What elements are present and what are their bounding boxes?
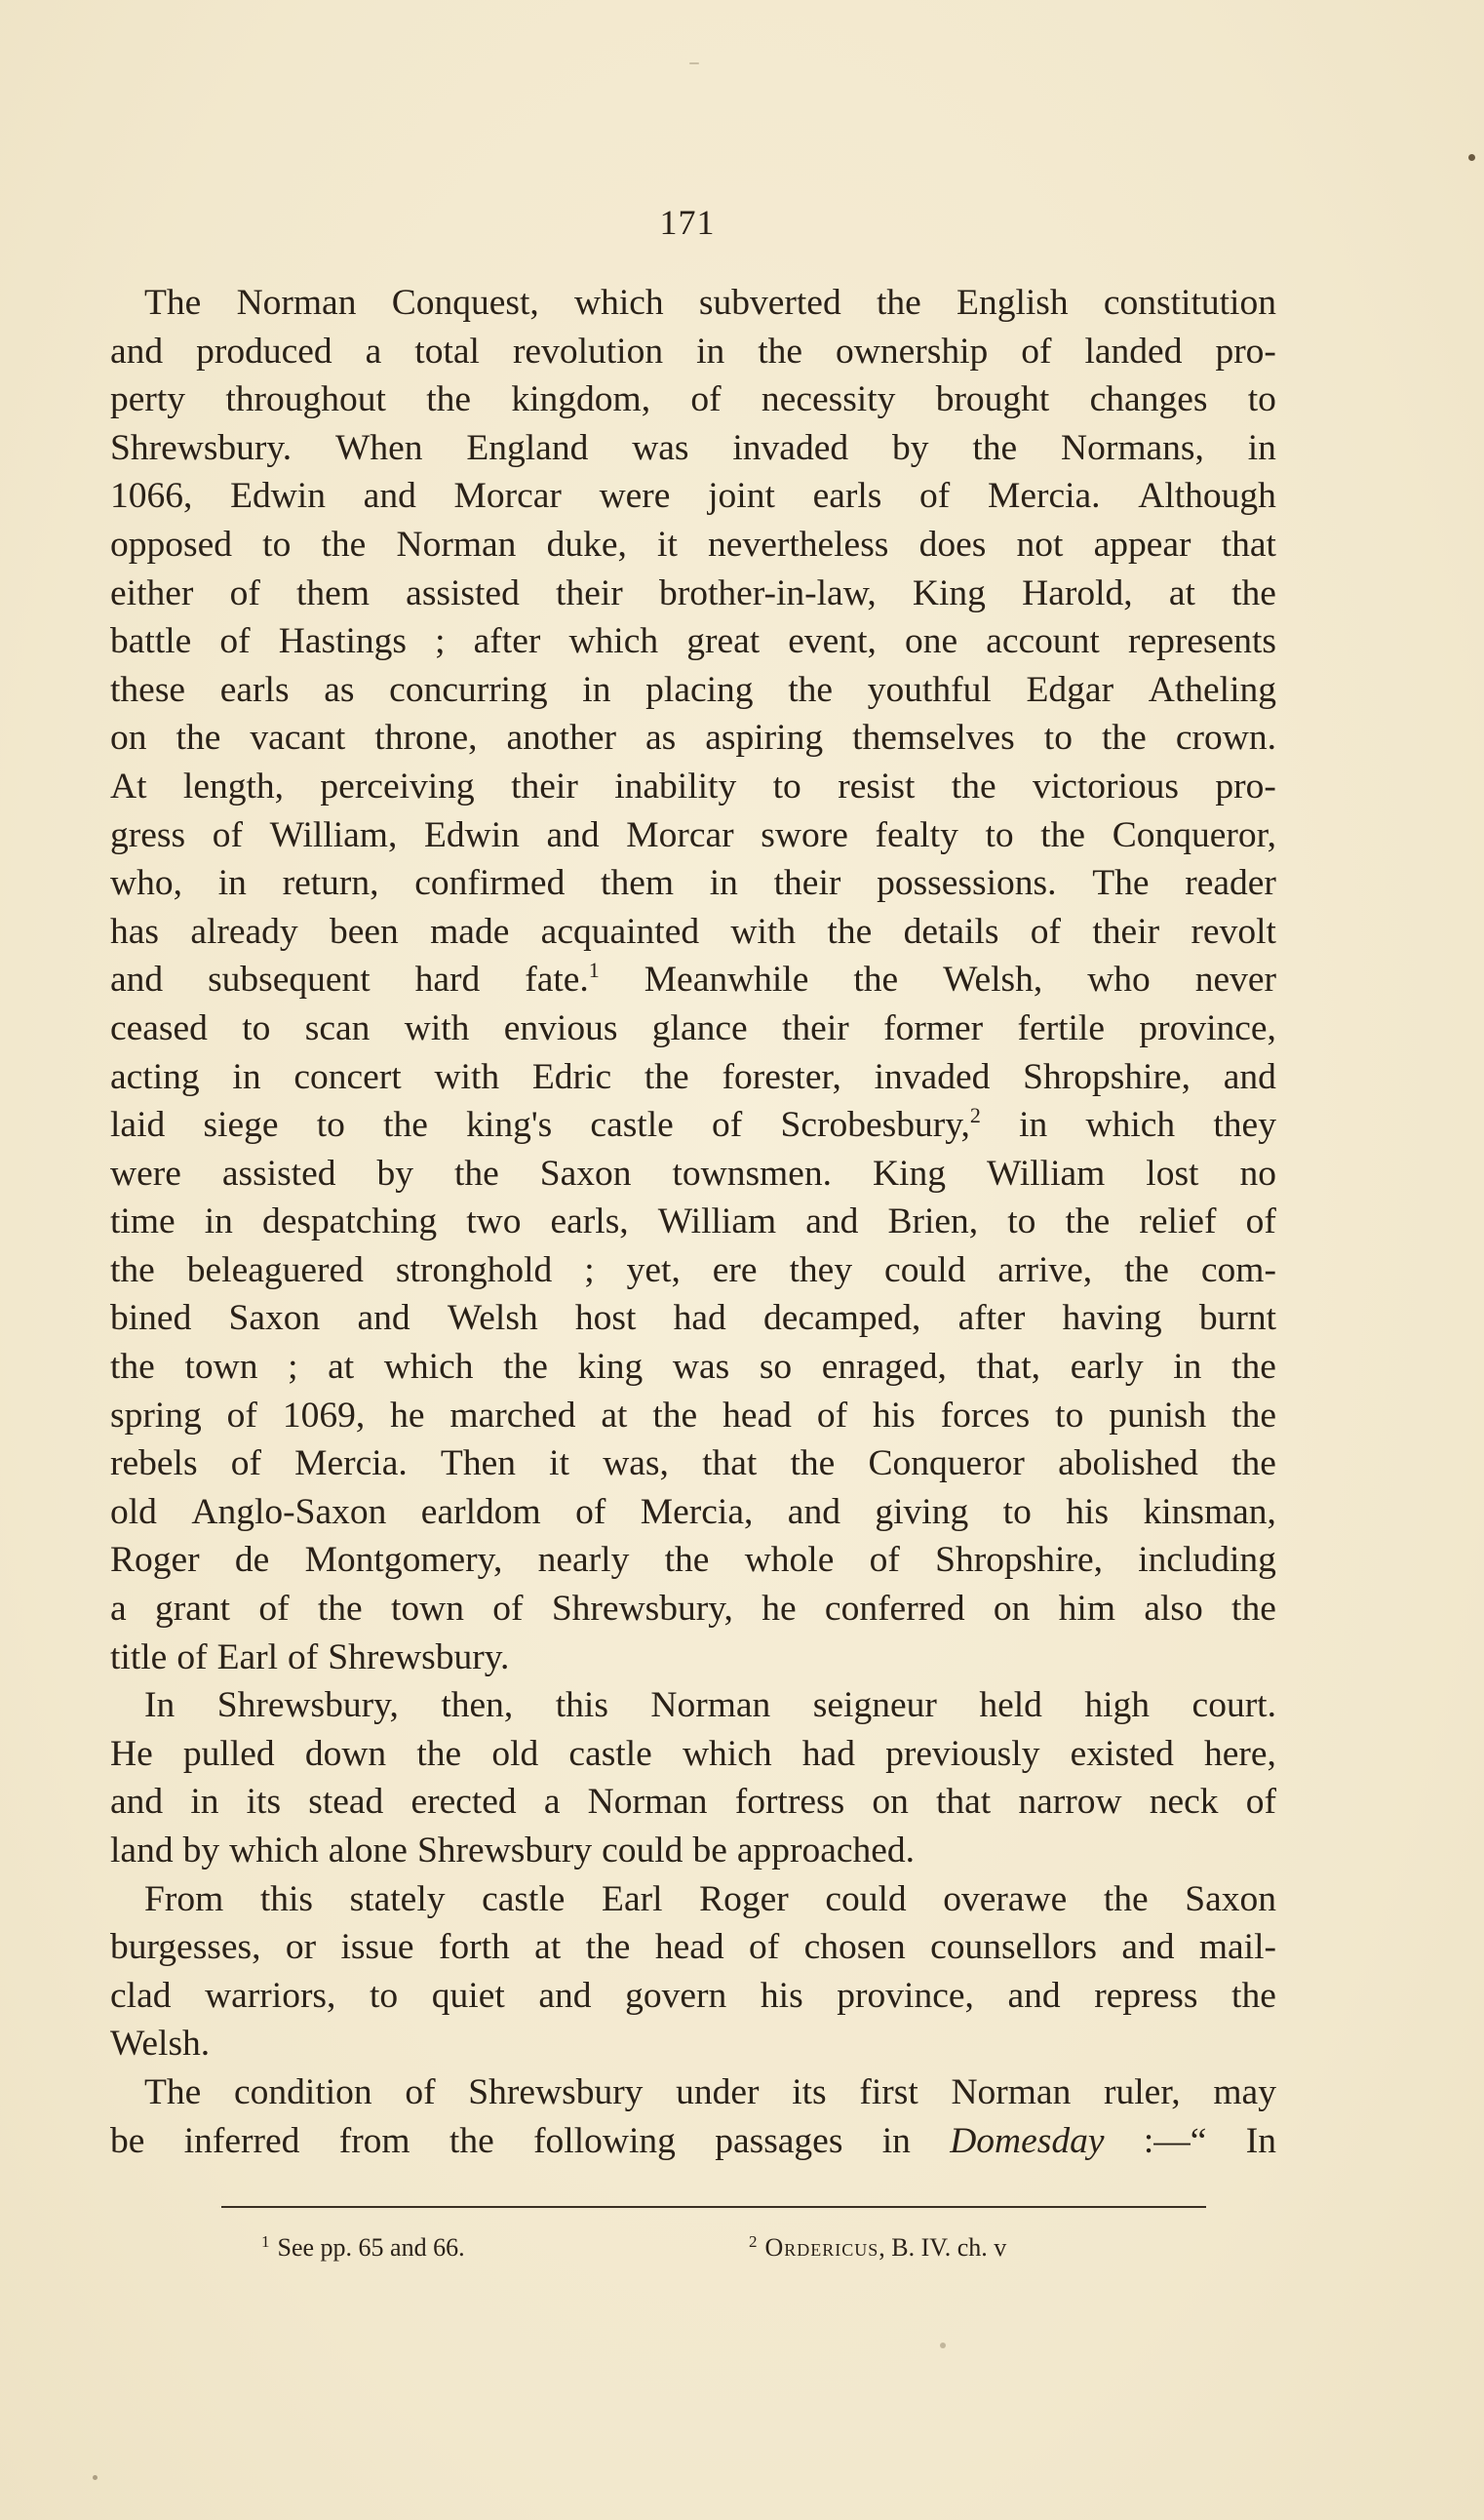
text-line: The Norman Conquest, which subverted the English constitution [144,283,1276,323]
text-line: rebels of Mercia. Then it was, that the Conqueror abolished the [110,1443,1276,1484]
paper-speck [940,2343,946,2348]
paper-speck [1468,154,1475,161]
text-line: At length, perceiving their inability to resist the victorious pro- [110,766,1276,807]
text-line: be inferred from the following passages in Domesday :—“ In [110,2120,1276,2161]
text-line: the town ; at which the king was so enraged, that, early in the [110,1347,1276,1388]
paper-speck [93,2475,98,2480]
text-line: Roger de Montgomery, nearly the whole of Shropshire, including [110,1540,1276,1581]
text-line: and produced a total revolution in the ownership of landed pro- [110,331,1276,372]
body-text [110,279,1276,2165]
text-line: laid siege to the king's castle of Scrobesbury,$^2$ in which they [110,1103,1276,1146]
text-line: the beleaguered stronghold ; yet, ere they could arrive, the com- [110,1249,1276,1290]
text-line: burgesses, or issue forth at the head of chosen counsellors and mail- [110,1927,1276,1968]
text-line: these earls as concurring in placing the youthful Edgar Atheling [110,669,1276,710]
text-line: bined Saxon and Welsh host had decamped, after having burnt [110,1298,1276,1339]
text-line: perty throughout the kingdom, of necessity brought changes to [110,379,1276,420]
footnote-1-mark: 1 [261,2232,270,2251]
text-line: old Anglo-Saxon earldom of Mercia, and giving to his kinsman, [110,1491,1276,1532]
text-line: gress of William, Edwin and Morcar swore fealty to the Conqueror, [110,814,1276,855]
text-line: In Shrewsbury, then, this Norman seigneur held high court. [144,1685,1276,1726]
text-line: on the vacant throne, another as aspiring themselves to the crown. [110,718,1276,759]
text-line: From this stately castle Earl Roger could overawe the Saxon [144,1878,1276,1919]
text-line: acting in concert with Edric the forester, invaded Shropshire, and [110,1056,1276,1097]
text-line: title of Earl of Shrewsbury. [110,1636,510,1677]
footnote-divider [221,2206,1206,2208]
footnote-1 [261,2232,749,2263]
footnote-2-mark: 2 [749,2232,758,2251]
text-line: has already been made acquainted with the details of their revolt [110,911,1276,952]
text-line: either of them assisted their brother-in-law, King Harold, at the [110,572,1276,613]
footnote-2 [749,2232,1006,2263]
text-line: He pulled down the old castle which had previously existed here, [110,1733,1276,1774]
text-line: clad warriors, to quiet and govern his province, and repress the [110,1975,1276,2016]
text-line: The condition of Shrewsbury under its first Norman ruler, may [144,2071,1276,2112]
text-line: time in despatching two earls, William and Brien, to the relief of [110,1201,1276,1242]
text-line: Welsh. [110,2024,211,2065]
footnotes [261,2232,1236,2263]
text-line: and in its stead erected a Norman fortress on that narrow neck of [110,1782,1276,1823]
text-line: a grant of the town of Shrewsbury, he conferred on him also the [110,1589,1276,1630]
text-line: were assisted by the Saxon townsmen. King William lost no [110,1153,1276,1194]
text-line: 1066, Edwin and Morcar were joint earls of Mercia. Although [110,476,1276,517]
text-line: land by which alone Shrewsbury could be approached. [110,1831,916,1870]
footnote-2-reference: , B. IV. ch. v [879,2233,1007,2262]
text-line: who, in return, confirmed them in their possessions. The reader [110,863,1276,904]
text-line: ceased to scan with envious glance their former fertile province, [110,1007,1276,1048]
footnote-1-text: See pp. 65 and 66. [277,2233,465,2262]
paper-speck [689,62,699,64]
text-line: battle of Hastings ; after which great event, one account represents [110,621,1276,662]
page-number: 171 [659,203,716,242]
footnote-2-author: Ordericus [764,2233,879,2262]
text-line: Shrewsbury. When England was invaded by the Normans, in [110,427,1276,468]
text-line: and subsequent hard fate.$^1$ Meanwhile the Welsh, who never [110,958,1276,1001]
text-line: opposed to the Norman duke, it nevertheless does not appear that [110,524,1276,565]
text-line: spring of 1069, he marched at the head of his forces to punish the [110,1395,1276,1436]
